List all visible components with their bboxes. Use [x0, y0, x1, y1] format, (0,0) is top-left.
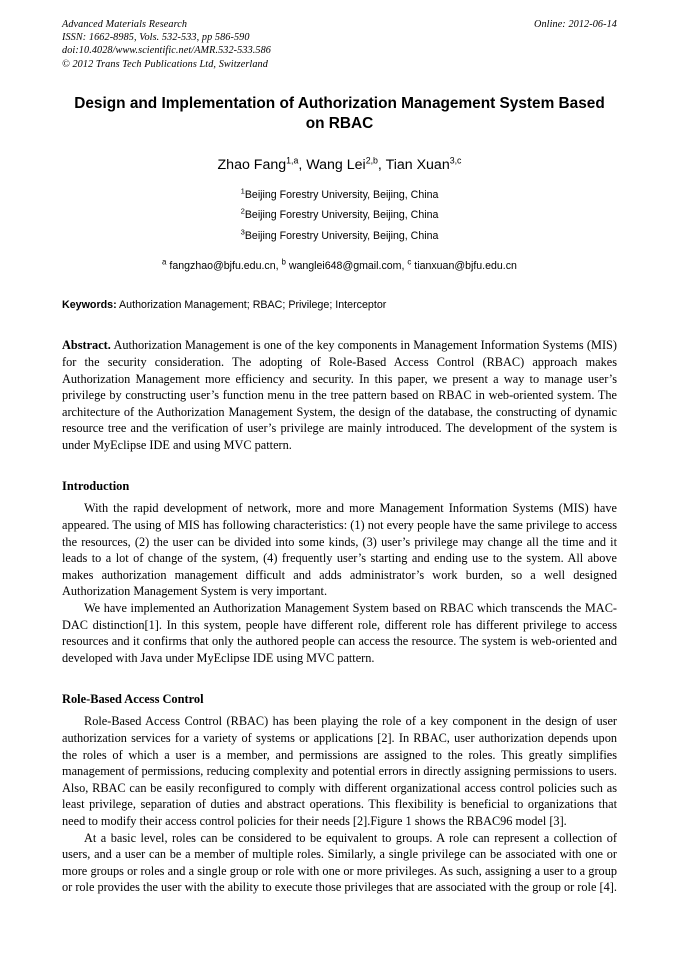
online-date: Online: 2012-06-14	[533, 19, 617, 30]
affiliation-text: Beijing Forestry University, Beijing, China	[244, 188, 439, 201]
affiliation-list	[62, 185, 617, 247]
affiliation-line	[62, 226, 617, 247]
affiliation-marker: 1	[240, 186, 245, 196]
doi-line: doi:10.4028/www.scientific.net/AMR.532-533.586	[62, 45, 271, 57]
publication-header	[62, 18, 617, 71]
affiliation-line	[62, 205, 617, 226]
affiliation-line	[62, 185, 617, 206]
affiliation-text: Beijing Forestry University, Beijing, China	[244, 229, 439, 242]
email-address[interactable]: fangzhao@bjfu.edu.cn	[166, 260, 276, 273]
email-marker: c	[407, 257, 412, 267]
email-separator: ,	[275, 260, 282, 273]
section-heading: Introduction	[62, 479, 130, 494]
author-name: Wang Lei	[306, 156, 366, 173]
abstract-text: Authorization Management is one of the key components in Management Information Systems (MIS) for the security consideration. The adopting of Role-Based Access Control (RBAC) approach makes Authorization Management more efficiency and security. In this paper, we present a way to manage user’s privilege by constructing user’s function menu in the tree pattern based on RBAC in web-oriented system. The architecture of the Authorization Management System, the design of the database, the constructing of dynamic resource tree and the verification of user’s privilege are mainly introduced. The development of the system is under MyEclipse IDE and using MVC pattern.	[62, 338, 617, 452]
author-entry	[306, 157, 378, 173]
body-sections	[62, 478, 617, 895]
author-name: Tian Xuan	[385, 156, 450, 173]
copyright-line: © 2012 Trans Tech Publications Ltd, Switzerland	[62, 58, 268, 70]
email-marker: b	[281, 257, 286, 267]
page-title: Design and Implementation of Authorization Management System Based on RBAC	[74, 94, 605, 132]
author-affiliation-marker: 3,c	[449, 155, 462, 166]
email-separator: ,	[401, 260, 408, 273]
author-separator: ,	[298, 156, 307, 173]
author-name: Zhao Fang	[217, 156, 287, 173]
issn-line: ISSN: 1662-8985, Vols. 532-533, pp 586-590	[62, 32, 250, 44]
journal-name: Advanced Materials Research	[62, 19, 188, 30]
section-paragraph: With the rapid development of network, more and more Management Information Systems (MIS) have appeared. The using of MIS has following characteristics: (1) not every people have the same privilege to access the resources, (2) the user can be divided into some kinds, (3) user’s privilege may change all the time and it leads to a lot of change of the system, (4) frequently user’s starting and ending use to the system. All above makes authorization management difficult and adds administrator’s work burden, so a well designed Authorization Management System is very important.	[62, 501, 617, 599]
keywords-value: Authorization Management; RBAC; Privilege; Interceptor	[119, 299, 387, 312]
publication-header-left	[62, 18, 482, 71]
abstract-label: Abstract.	[62, 338, 111, 353]
author-affiliation-marker: 1,a	[286, 155, 299, 166]
affiliation-text: Beijing Forestry University, Beijing, China	[244, 209, 439, 222]
email-address[interactable]: tianxuan@bjfu.edu.cn	[411, 260, 517, 273]
section-paragraph: Role-Based Access Control (RBAC) has been playing the role of a key component in the design of user authorization services for a variety of systems or applications [2]. In RBAC, user authorization depends upon the roles of which a user is a member, and permissions are assigned to the roles. This greatly simplifies management of permissions, reducing complexity and potential errors in directly assigning permissions to users. Also, RBAC can be easily reconfigured to comply with different organizational access control policies such as least privilege, separation of duties and abstract operations. This flexibility is beneficial to organizations that need to modify their access control policies for their needs [2].Figure 1 shows the RBAC96 model [3].	[62, 714, 617, 828]
affiliation-marker: 2	[240, 206, 245, 216]
author-separator: ,	[377, 156, 386, 173]
abstract	[62, 337, 617, 453]
section-heading: Role-Based Access Control	[62, 692, 204, 707]
section-paragraph: At a basic level, roles can be considered to be equivalent to groups. A role can represent a collection of users, and a user can be a member of multiple roles. Similarly, a single privilege can be associated with one or more groups or roles and a single group or role with one or more privileges. As such, assigning a user to a group or role provides the user with the ability to execute those privileges that are associated with the group or role [4].	[62, 830, 617, 895]
keywords	[62, 298, 617, 312]
email-list	[62, 259, 617, 274]
author-entry	[386, 157, 462, 173]
author-entry	[218, 157, 299, 173]
affiliation-marker: 3	[240, 227, 245, 237]
keywords-label: Keywords:	[62, 299, 117, 312]
email-marker: a	[162, 257, 167, 267]
section-paragraph: We have implemented an Authorization Management System based on RBAC which transcends the MAC-DAC distinction[1]. In this system, people have different role, different role has different privilege to access resources and it confirms that only the authored people can access the resource. The system is web-oriented and developed with Java under MyEclipse IDE using MVC pattern.	[62, 601, 617, 665]
author-affiliation-marker: 2,b	[365, 155, 378, 166]
email-address[interactable]: wanglei648@gmail.com	[285, 260, 402, 273]
author-list	[62, 156, 617, 174]
